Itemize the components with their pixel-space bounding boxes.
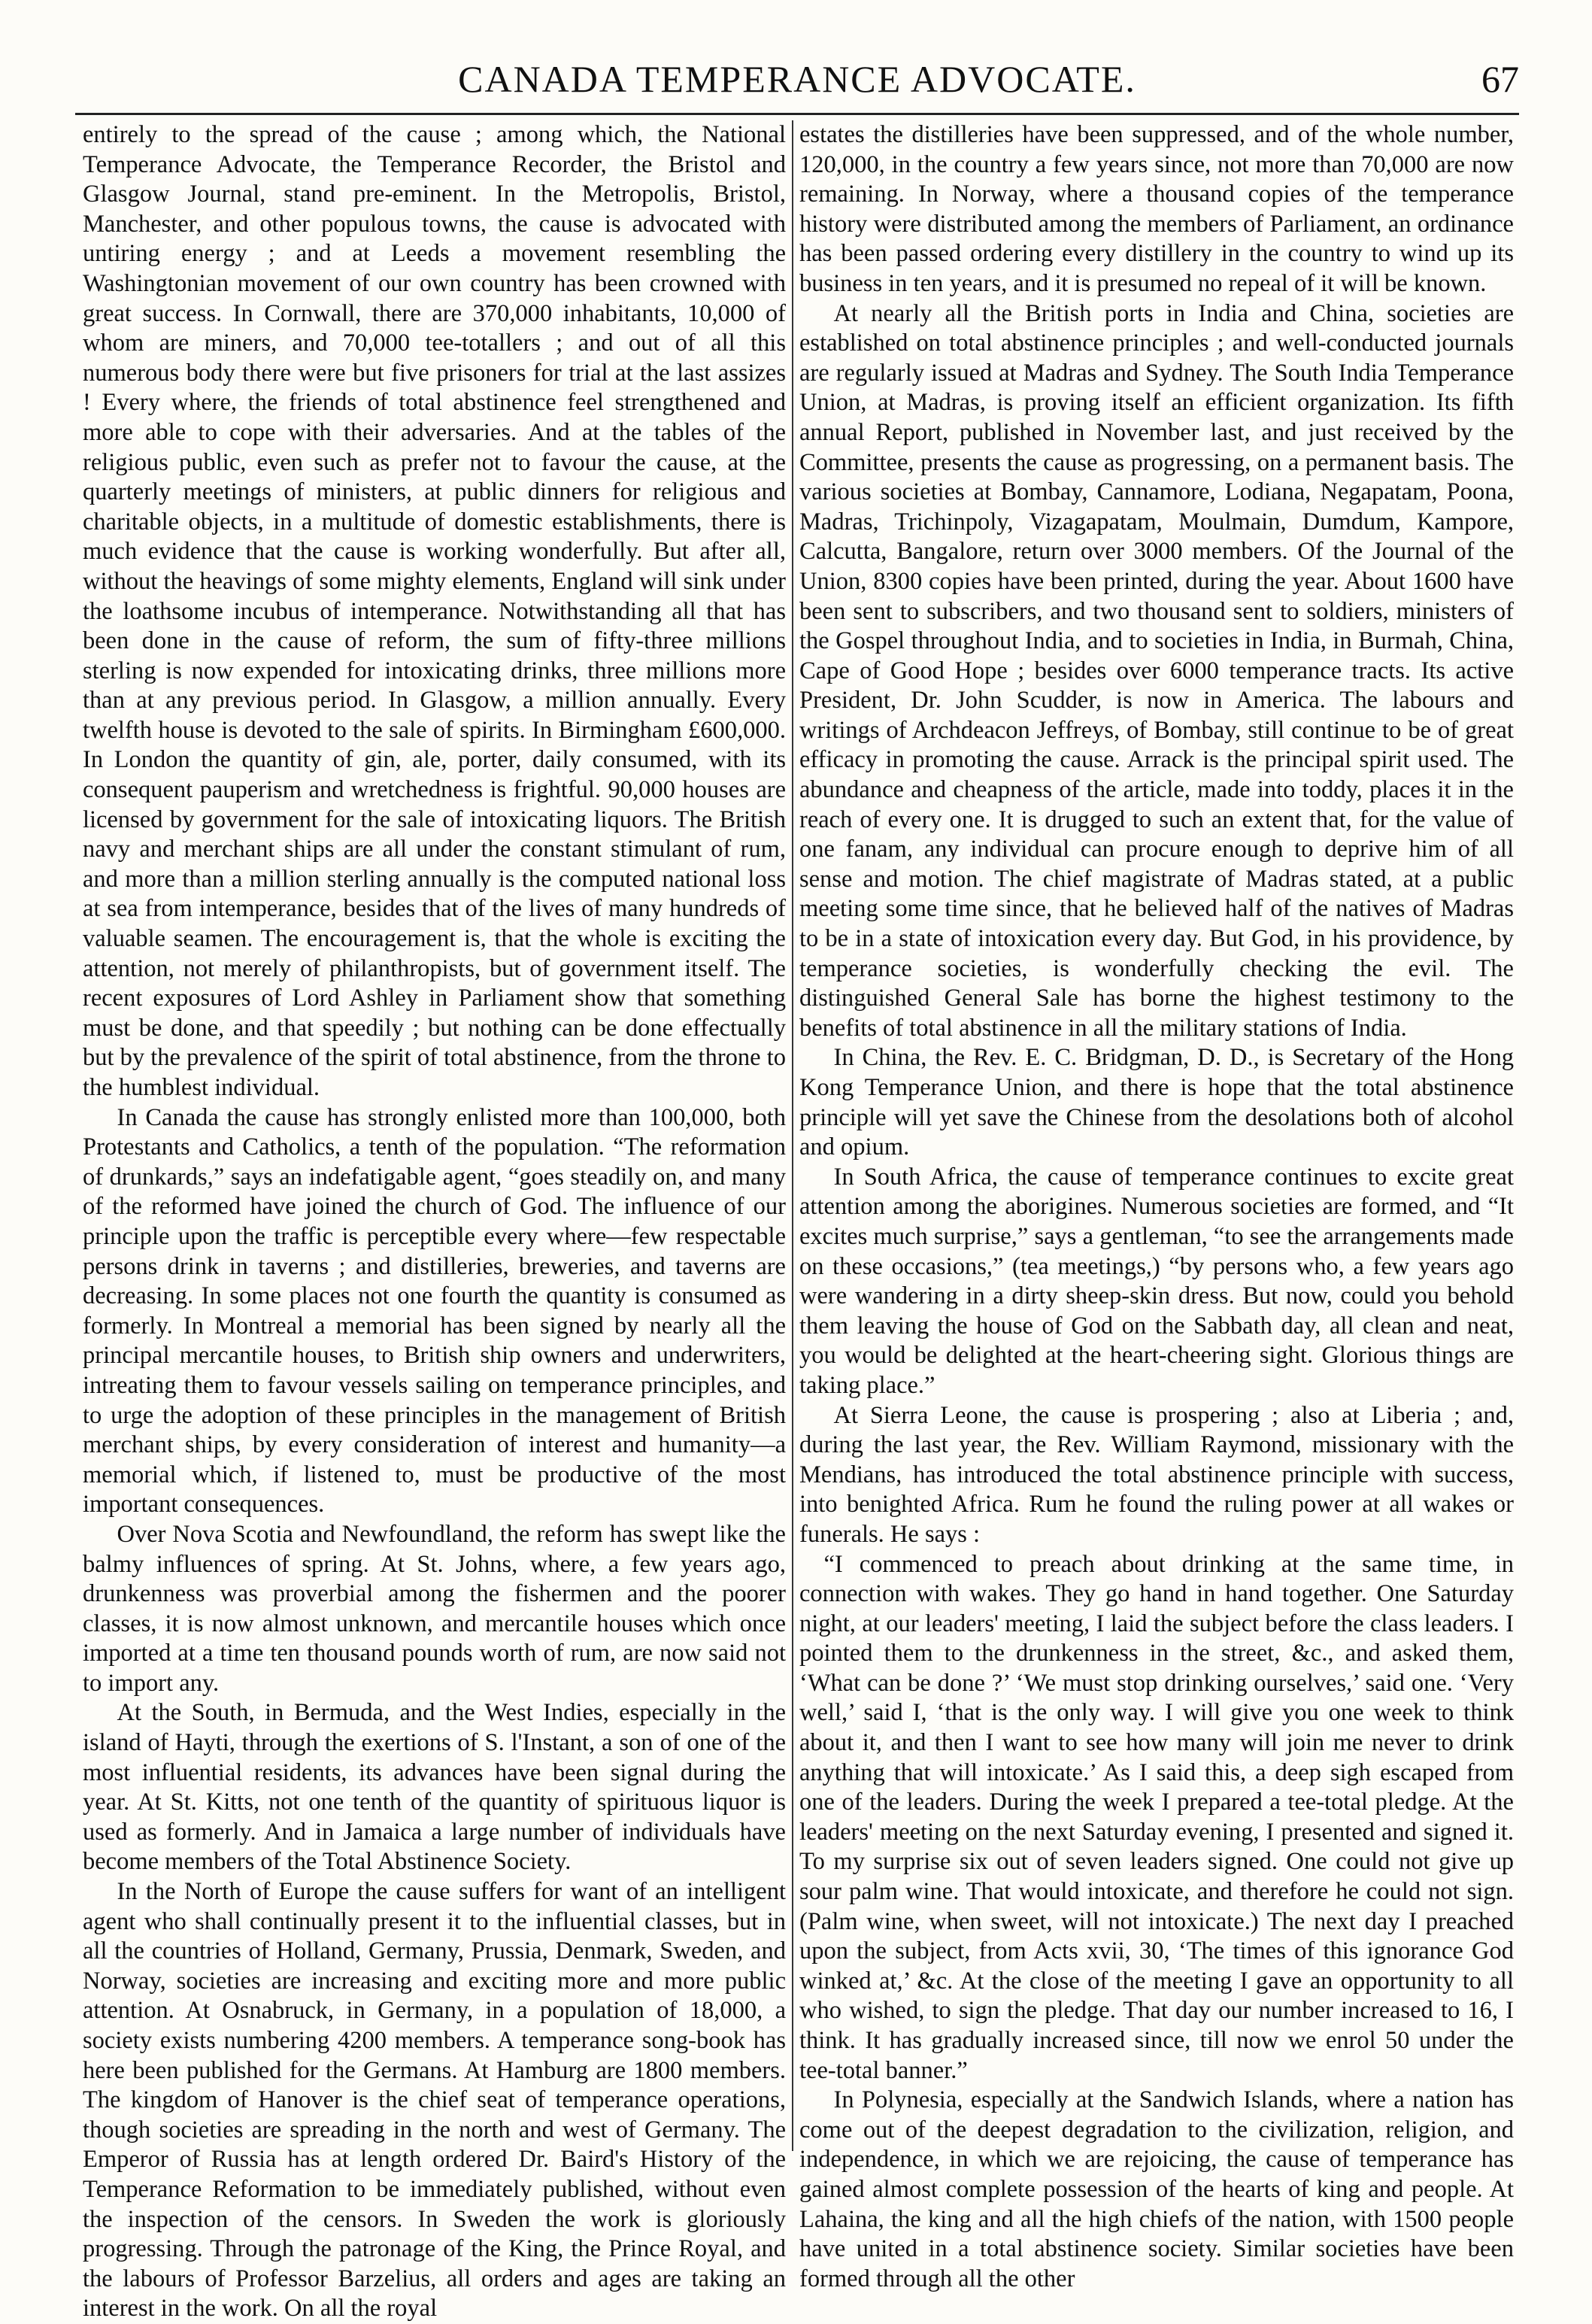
paragraph-west-indies: At the South, in Bermuda, and the West Indies, especially in the island of Hayti, through the exertions of S. l'Instant, a son of one of the most influential residents, its advances have been signal during the year. At St. Kitts, not one tenth of the quantity of spirituous liquor is used as formerly. And in Jamaica a large number of individuals have become members of the Total Abstinence Society. bbox=[83, 1699, 786, 1876]
right-column bbox=[799, 120, 1514, 2292]
page-header bbox=[75, 53, 1519, 105]
left-column bbox=[83, 120, 786, 2322]
column-divider bbox=[792, 120, 793, 2151]
paragraph-china: In China, the Rev. E. C. Bridgman, D. D., is Secretary of the Hong Kong Temperance Union, and there is hope that the total abstinence principle will yet save the Chinese from the desolations both of alcohol and opium. bbox=[799, 1044, 1514, 1161]
paragraph-south-africa: In South Africa, the cause of temperance continues to excite great attention among the aborigines. Numerous societies are formed, and “It excites much surprise,” says a gentleman, “to see the arrangements made on these occasions,” (tea meetings,) “by persons who, a few years ago were wandering in a dirty sheep-skin dress. But now, could you behold them leaving the house of God on the Sabbath day, all clean and neat, you would be delighted at the heart-cheering sight. Glorious things are taking place.” bbox=[799, 1163, 1514, 1399]
paragraph-nova-scotia: Over Nova Scotia and Newfoundland, the reform has swept like the balmy influences of spring. At St. Johns, where, a few years ago, drunkenness was proverbial among the fishermen and the poorer classes, it is now almost unknown, and mercantile houses which once imported at a time ten thousand pounds worth of rum, are now said not to import any. bbox=[83, 1520, 786, 1697]
page-number: 67 bbox=[1481, 58, 1519, 100]
paragraph-polynesia: In Polynesia, especially at the Sandwich Islands, where a nation has come out of the deepest degradation to the civilization, religion, and independence, in which we are rejoicing, the cause of temperance has gained almost complete possession of the hearts of king and people. At Lahaina, the king and all the high chiefs of the nation, with 1500 people have united in a total abstinence society. Similar societies have been formed through all the other bbox=[799, 2086, 1514, 2292]
paragraph-india: At nearly all the British ports in India and China, societies are established on total abstinence principles ; and well-conducted journals are regularly issued at Madras and Sydney. The South India Temperance Union, at Madras, is proving itself an efficient organization. Its fifth annual Report, published in November last, and just received by the Committee, presents the cause as progressing, on a permanent basis. The various societies at Bombay, Cannamore, Lodiana, Negapatam, Poona, Madras, Trichinpoly, Vizagapatam, Moulmain, Dumdum, Kampore, Calcutta, Bangalore, return over 3000 members. Of the Journal of the Union, 8300 copies have been printed, during the year. About 1600 have been sent to subscribers, and two thousand sent to soldiers, ministers of the Gospel throughout India, and to societies in India, in Burmah, China, Cape of Good Hope ; besides over 6000 temperance tracts. Its active President, Dr. John Scudder, is now in America. The labours and writings of Archdeacon Jeffreys, of Bombay, still continue to be of great efficacy in promoting the cause. Arrack is the principal spirit used. The abundance and cheapness of the article, made into toddy, places it in the reach of every one. It is drugged to such an extent that, for the value of one fanam, any individual can procure enough to deprive him of all sense and motion. The chief magistrate of Madras stated, at a public meeting some time since, that he believed half of the natives of Madras to be in a state of intoxication every day. But God, in his providence, by temperance societies, is wonderfully checking the evil. The distinguished General Sale has borne the highest testimony to the benefits of total abstinence in all the military stations of India. bbox=[799, 299, 1514, 1042]
page-title: CANADA TEMPERANCE ADVOCATE. bbox=[458, 58, 1136, 100]
paragraph-raymond-quote: “I commenced to preach about drinking at the same time, in connection with wakes. They go hand in hand together. One Saturday night, at our leaders' meeting, I laid the subject before the class leaders. I pointed them to the drunkenness in the street, &c., and asked them, ‘What can be done ?’ ‘We must stop drinking ourselves,’ said one. ‘Very well,’ said I, ‘that is the only way. I will give you one week to think about it, and then I want to see how many will join me never to drink anything that will intoxicate.’ As I said this, a deep sigh escaped from one of the leaders. During the week I prepared a tee-total pledge. At the leaders' meeting on the next Saturday evening, I presented and signed it. To my surprise six out of seven leaders signed. One could not give up sour palm wine. That would intoxicate, and therefore he could not sign. (Palm wine, when sweet, will not intoxicate.) The next day I preached upon the subject, from Acts xvii, 30, ‘The times of this ignorance God winked at,’ &c. At the close of the meeting I gave an opportunity to all who wished, to sign the pledge. That day our number increased to 16, I think. It has gradually increased since, till now we enrol 50 under the tee-total banner.” bbox=[799, 1550, 1514, 2084]
paragraph-sierra-leone: At Sierra Leone, the cause is prospering ; also at Liberia ; and, during the last year, the Rev. William Raymond, missionary with the Mendians, has introduced the total abstinence principle with success, into benighted Africa. Rum he found the ruling power at all wakes or funerals. He says : bbox=[799, 1401, 1514, 1548]
paragraph-canada: In Canada the cause has strongly enlisted more than 100,000, both Protestants and Catholics, a tenth of the population. “The reformation of drunkards,” says an indefatigable agent, “goes steadily on, and many of the reformed have joined the church of God. The influence of our principle upon the traffic is perceptible every where—few respectable persons drink in taverns ; and distilleries, breweries, and taverns are decreasing. In some places not one fourth the quantity is consumed as formerly. In Montreal a memorial has been signed by nearly all the principal mercantile houses, to British ship owners and underwriters, intreating them to favour vessels sailing on temperance principles, and to urge the adoption of these principles in the management of British merchant ships, by every consideration of interest and humanity—a memorial which, if listened to, must be productive of the most important consequences. bbox=[83, 1103, 786, 1518]
paragraph-british-press: entirely to the spread of the cause ; among which, the National Temperance Advocate, the Temperance Recorder, the Bristol and Glasgow Journal, stand pre-eminent. In the Metropolis, Bristol, Manchester, and other populous towns, the cause is advocated with untiring energy ; and at Leeds a movement resembling the Washingtonian movement of our own country has been crowned with great success. In Cornwall, there are 370,000 inhabitants, 10,000 of whom are miners, and 70,000 tee-totallers ; and out of all this numerous body there were but five prisoners for trial at the last assizes ! Every where, the friends of total abstinence feel strengthened and more able to cope with their adversaries. And at the tables of the religious public, even such as prefer not to favour the cause, at the quarterly meetings of ministers, at public dinners for religious and charitable objects, in a multitude of domestic establishments, there is much evidence that the cause is working wonderfully. But after all, without the heavings of some mighty elements, England will sink under the loathsome incubus of intemperance. Notwithstanding all that has been done in the cause of reform, the sum of fifty-three millions sterling is now expended for intoxicating drinks, three millions more than at any previous period. In Glasgow, a million annually. Every twelfth house is devoted to the sale of spirits. In Birmingham £600,000. In London the quantity of gin, ale, porter, daily consumed, with its consequent pauperism and wretchedness is frightful. 90,000 houses are licensed by government for the sale of intoxicating liquors. The British navy and merchant ships are all under the constant stimulant of rum, and more than a million sterling annually is the computed national loss at sea from intemperance, besides that of the lives of many hundreds of valuable seamen. The encouragement is, that the whole is exciting the attention, not merely of philanthropists, but of government itself. The recent exposures of Lord Ashley in Parliament show that something must be done, and that speedily ; but nothing can be done effectually but by the prevalence of the spirit of total abstinence, from the throne to the humblest individual. bbox=[83, 121, 786, 1101]
paragraph-north-europe: In the North of Europe the cause suffers for want of an intelligent agent who shall continually present it to the influential classes, but in all the countries of Holland, Germany, Prussia, Denmark, Sweden, and Norway, societies are increasing and exciting more and more public attention. At Osnabruck, in Germany, in a population of 18,000, a society exists numbering 4200 members. A temperance song-book has here been published for the Germans. At Hamburg are 1800 members. The kingdom of Hanover is the chief seat of temperance operations, though societies are spreading in the north and west of Germany. The Emperor of Russia has at length ordered Dr. Baird's History of the Temperance Reformation to be immediately published, without even the inspection of the censors. In Sweden the work is gloriously progressing. Through the patronage of the King, the Prince Royal, and the labours of Professor Barzelius, all orders and ages are taking an interest in the work. On all the royal bbox=[83, 1878, 786, 2322]
header-rule bbox=[75, 113, 1519, 115]
paragraph-sweden-norway: estates the distilleries have been suppressed, and of the whole number, 120,000, in the country a few years since, not more than 70,000 are now remaining. In Norway, where a thousand copies of the temperance history were distributed among the members of Parliament, an ordinance has been passed ordering every distillery in the country to wind up its business in ten years, and it is presumed no repeal of it will be known. bbox=[799, 121, 1514, 297]
